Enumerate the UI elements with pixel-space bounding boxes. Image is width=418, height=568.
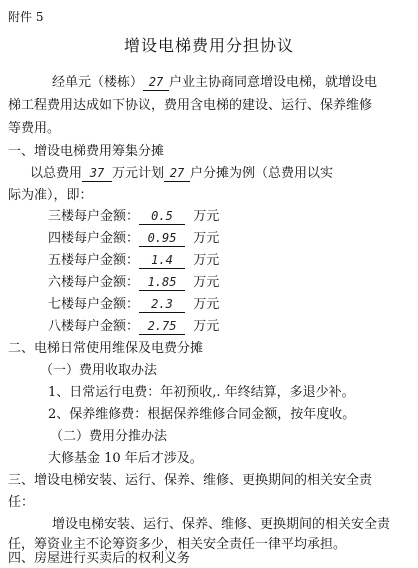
document-title: 增设电梯费用分担协议 [123,36,294,55]
share-households-field: 27 [164,166,190,182]
households-field: 27 [143,75,169,91]
floor-row [48,230,219,248]
section2-item2: 2、保养维修费：根据保养维修合同金额，按年度收。 [48,407,356,422]
floor-unit: 万元 [193,253,220,268]
floor-row [48,252,219,270]
intro-line-1 [52,74,377,92]
section1-line-1 [30,165,333,183]
total-cost-field: 37 [82,166,112,182]
intro-suffix: 户业主协商同意增设电梯，就增设电 [169,75,378,90]
section2-fund: 大修基金 10 年后才涉及。 [48,451,203,466]
section2-sub2: （二）费用分推办法 [50,429,168,444]
floor-amount: 0.5 [139,209,185,225]
floor-unit: 万元 [193,209,220,224]
floor-unit: 万元 [193,275,220,290]
floor-label: 七楼每户金额： [48,297,140,312]
section3-heading-line-2: 任： [8,495,35,510]
floor-label: 八楼每户金额： [48,319,140,334]
annex-label: 附件 5 [8,10,44,24]
floor-label: 三楼每户金额： [48,209,140,224]
total-cost-prefix: 以总费用 [30,166,83,181]
floor-unit: 万元 [193,231,220,246]
floor-amount: 1.85 [139,275,185,291]
section2-heading: 二、电梯日常使用维保及电费分摊 [8,341,204,356]
floor-label: 五楼每户金额： [48,253,140,268]
floor-amount: 1.4 [139,253,185,269]
section2-sub1: （一）费用收取办法 [40,363,158,378]
total-cost-mid: 万元计划 [112,166,165,181]
total-cost-suffix: 户分摊为例（总费用以实 [190,166,334,181]
intro-prefix: 经单元（楼栋） [52,75,144,90]
floor-amount: 2.3 [139,297,185,313]
section3-body-line-1: 增设电梯安装、运行、保养、维修、更换期间的相关安全责 [52,517,391,532]
floor-row [48,296,219,314]
section4-heading: 四、房屋进行买卖后的权利义务 [8,551,191,566]
section3-body-line-2: 任，筹资业主不论筹资多少，相关安全责任一律平均承担。 [8,537,347,552]
floor-row [48,318,219,336]
section1-heading: 一、增设电梯费用筹集分摊 [8,144,165,159]
floor-unit: 万元 [193,319,220,334]
floor-label: 四楼每户金额： [48,231,140,246]
floor-amount: 0.95 [139,231,185,247]
floor-unit: 万元 [193,297,220,312]
floor-row [48,274,219,292]
floor-row [48,208,219,226]
section2-item1: 1、日常运行电费：年初预收,. 年终结算，多退少补。 [48,385,355,400]
intro-line-2: 梯工程费用达成如下协议，费用含电梯的建设、运行、保养维修 [8,98,373,113]
intro-line-3: 等费用。 [8,121,61,136]
section1-line-2: 际为准），即： [8,188,93,203]
floor-amount: 2.75 [139,319,185,335]
floor-label: 六楼每户金额： [48,275,140,290]
section3-heading-line-1: 三、增设电梯安装、运行、保养、维修、更换期间的相关安全责 [8,473,373,488]
